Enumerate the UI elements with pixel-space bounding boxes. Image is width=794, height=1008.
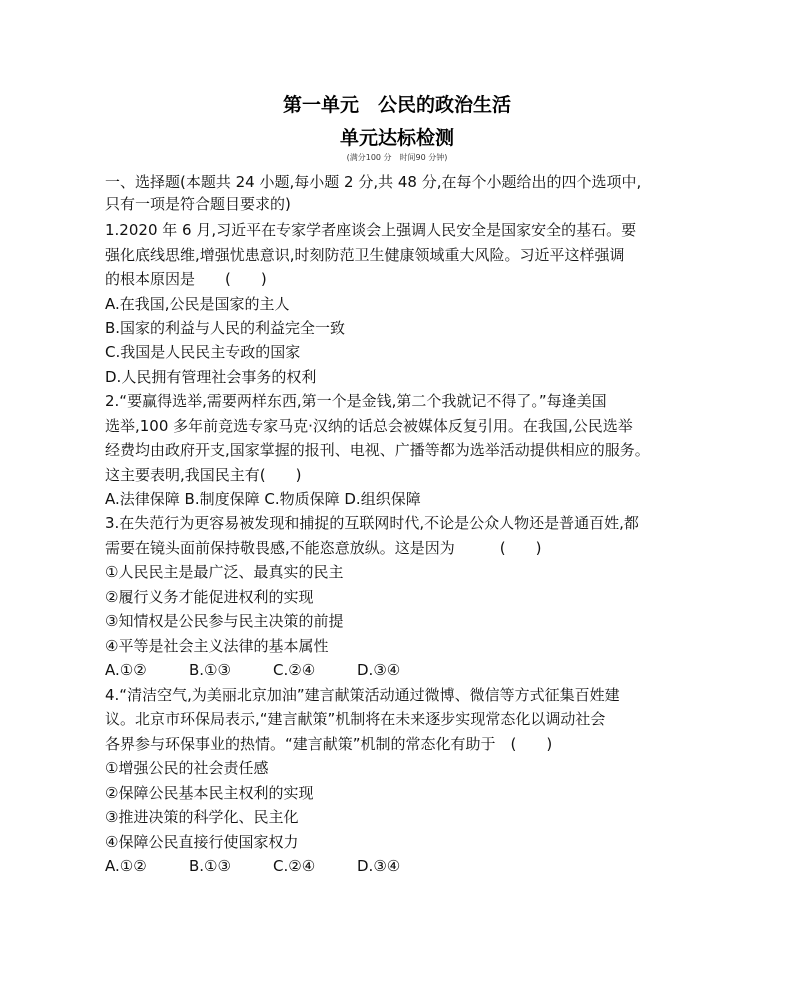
question-1-stem: 强化底线思维,增强忧患意识,时刻防范卫生健康领域重大风险。习近平这样强调	[105, 246, 625, 264]
question-3-item-4: ④平等是社会主义法律的基本属性	[105, 637, 329, 655]
question-1-option-a: A.在我国,公民是国家的主人	[105, 295, 290, 313]
question-2-stem: 经费均由政府开支,国家掌握的报刊、电视、广播等都为选举活动提供相应的服务。	[105, 441, 650, 459]
question-1-option-d: D.人民拥有管理社会事务的权利	[105, 368, 317, 386]
question-2-stem: 这主要表明,我国民主有( )	[105, 466, 302, 484]
question-4-item-3: ③推进决策的科学化、民主化	[105, 808, 299, 826]
question-1-option-c: C.我国是人民民主专政的国家	[105, 343, 301, 361]
unit-title: 第一单元 公民的政治生活	[282, 94, 511, 116]
choice-c: C.②④	[273, 661, 316, 679]
question-1-option-b: B.国家的利益与人民的利益完全一致	[105, 319, 346, 337]
test-meta: (满分100 分 时间90 分钟)	[346, 153, 448, 162]
question-1-stem: 的根本原因是 ( )	[105, 270, 267, 288]
choice-a: A.①②	[105, 661, 147, 679]
choice-c: C.②④	[273, 857, 316, 875]
question-3-stem: 3.在失范行为更容易被发现和捕捉的互联网时代,不论是公众人物还是普通百姓,都	[105, 514, 639, 532]
choice-d: D.③④	[357, 661, 401, 679]
question-1-stem: 1.2020 年 6 月,习近平在专家学者座谈会上强调人民安全是国家安全的基石。要	[105, 221, 637, 239]
choice-b: B.①③	[189, 661, 231, 679]
section-heading-line: 一、选择题(本题共 24 小题,每小题 2 分,共 48 分,在每个小题给出的四个选项中,	[105, 173, 642, 191]
question-2-stem: 选举,100 多年前竞选专家马克·汉纳的话总会被媒体反复引用。在我国,公民选举	[105, 417, 633, 435]
choice-d: D.③④	[357, 857, 401, 875]
question-2-stem: 2.“要赢得选举,需要两样东西,第一个是金钱,第二个我就记不得了。”每逢美国	[105, 392, 607, 410]
question-4-stem: 议。北京市环保局表示,“建言献策”机制将在未来逐步实现常态化以调动社会	[105, 710, 606, 728]
question-3-item-3: ③知情权是公民参与民主决策的前提	[105, 612, 344, 630]
question-3-choices	[105, 660, 441, 680]
section-heading-line: 只有一项是符合题目要求的)	[105, 195, 291, 213]
question-4-choices	[105, 856, 441, 876]
question-4-item-4: ④保障公民直接行使国家权力	[105, 833, 299, 851]
question-4-item-2: ②保障公民基本民主权利的实现	[105, 784, 314, 802]
question-4-stem: 4.“清洁空气,为美丽北京加油”建言献策活动通过微博、微信等方式征集百姓建	[105, 686, 620, 704]
question-4-item-1: ①增强公民的社会责任感	[105, 759, 269, 777]
question-3-item-2: ②履行义务才能促进权利的实现	[105, 588, 314, 606]
question-2-options: A.法律保障 B.制度保障 C.物质保障 D.组织保障	[105, 490, 421, 508]
question-3-item-1: ①人民民主是最广泛、最真实的民主	[105, 563, 344, 581]
choice-a: A.①②	[105, 857, 147, 875]
choice-b: B.①③	[189, 857, 231, 875]
question-3-stem: 需要在镜头面前保持敬畏感,不能恣意放纵。这是因为 ( )	[105, 539, 542, 557]
question-4-stem: 各界参与环保事业的热情。“建言献策”机制的常态化有助于 ( )	[105, 735, 553, 753]
test-title: 单元达标检测	[339, 127, 454, 149]
